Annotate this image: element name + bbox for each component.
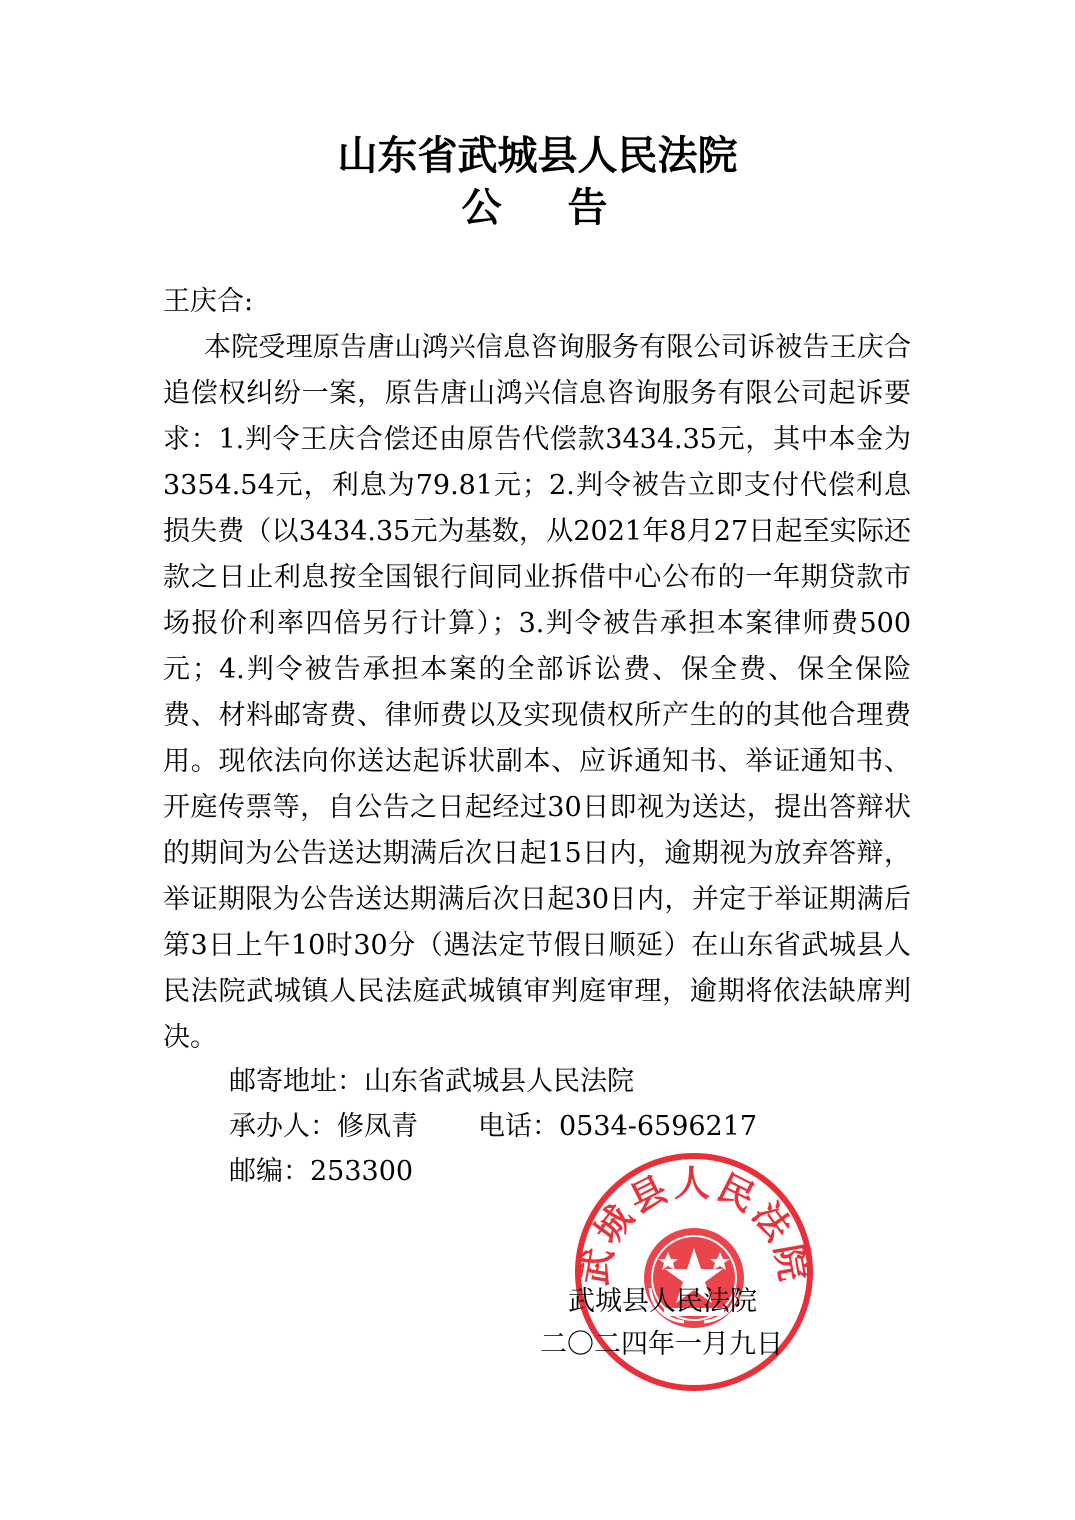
court-name-heading: 山东省武城县人民法院 xyxy=(337,132,738,179)
postal-code: 邮编：253300 xyxy=(229,1156,414,1187)
phone-number: 电话：0534-6596217 xyxy=(478,1111,758,1142)
notice-heading: 公告 xyxy=(461,184,674,231)
addressee: 王庆合: xyxy=(163,286,254,317)
case-handler: 承办人：修凤青 xyxy=(229,1111,418,1142)
signing-organization: 武城县人民法院 xyxy=(568,1286,757,1317)
notice-body: 本院受理原告唐山鸿兴信息咨询服务有限公司诉被告王庆合追偿权纠纷一案，原告唐山鸿兴信息咨询服务有限公司起诉要求：1.判令王庆合偿还由原告代偿款3434.35元，其中本金为3354.54元，利息为79.81元；2.判令被告立即支付代偿利息损失费（以3434.35元为基数，从2021年8月27日起至实际还款之日止利息按全国银行间同业拆借中心公布的一年期贷款市场报价利率四倍另行计算）；3.判令被告承担本案律师费500元；4.判令被告承担本案的全部诉讼费、保全费、保全保险费、材料邮寄费、律师费以及实现债权所产生的的其他合理费用。现依法向你送达起诉状副本、应诉通知书、举证通知书、开庭传票等，自公告之日起经过30日即视为送达，提出答辩状的期间为公告送达期满后次日起15日内，逾期视为放弃答辩，举证期限为公告送达期满后次日起30日内，并定于举证期满后第3日上午10时30分（遇法定节假日顺延）在山东省武城县人民法院武城镇人民法庭武城镇审判庭审理，逾期将依法缺席判决。 xyxy=(163,332,911,1053)
mailing-address: 邮寄地址：山东省武城县人民法院 xyxy=(229,1066,634,1097)
signing-date: 二〇二四年一月九日 xyxy=(540,1329,783,1360)
contact-line xyxy=(229,1105,757,1149)
seal-text: 武城县人民法院 xyxy=(574,1163,814,1289)
